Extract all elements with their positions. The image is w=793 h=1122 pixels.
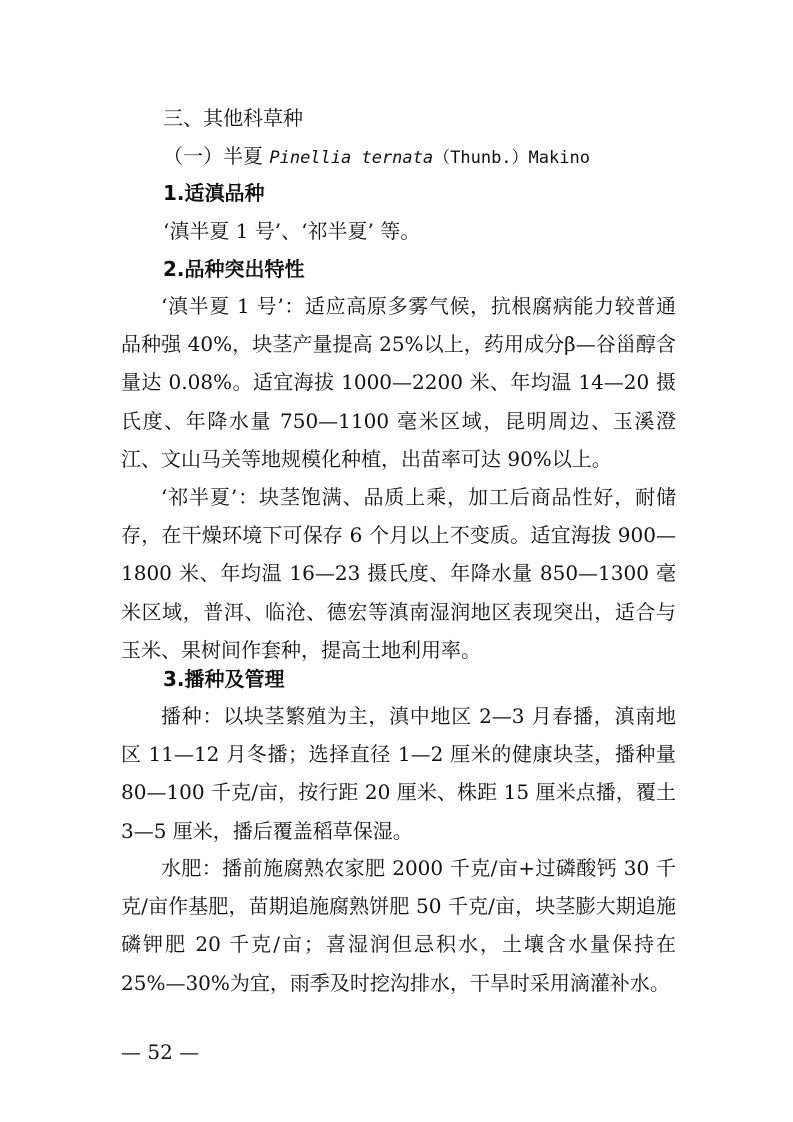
sowing-paragraph: 播种：以块茎繁殖为主，滇中地区 2—3 月春播，滇南地区 11—12 月冬播；选择直径 1—2 厘米的健康块茎，播种量 80—100 千克/亩，按行距 20 厘米、株距 15 厘米点播，覆土 3—5 厘米，播后覆盖稻草保湿。 [121,704,676,843]
section-title: 三、其他科草种 [163,106,303,130]
water-fertilizer-paragraph: 水肥：播前施腐熟农家肥 2000 千克/亩+过磷酸钙 30 千克/亩作基肥，苗期追施腐熟饼肥 50 千克/亩，块茎膨大期追施磷钾肥 20 千克/亩；喜湿润但忌积水，土壤含水量保持在 25%—30%为宜，雨季及时挖沟排水，干旱时采用滴灌补水。 [121,856,676,995]
species-heading [163,144,590,170]
suitable-varieties-text: ‘滇半夏 1 号’、‘祁半夏’ 等。 [163,219,421,243]
page-number: — 52 — [121,1040,200,1064]
species-latin-name: Pinellia ternata [269,148,434,168]
variety-dian-banxia-paragraph: ‘滇半夏 1 号’：适应高原多雾气候，抗根腐病能力较普通品种强 40%，块茎产量提高 25%以上，药用成分β—谷甾醇含量达 0.08%。适宜海拔 1000—2200 米、年均温 14—20 摄氏度、年降水量 750—1100 毫米区域，昆明周边、玉溪澄江、文山马关等地规模化种植，出苗率可达 90%以上。 [121,294,676,471]
subheading-suitable-varieties: 1.适滇品种 [163,181,265,205]
subheading-variety-traits: 2.品种突出特性 [163,257,305,281]
subheading-sowing-management: 3.播种及管理 [163,667,285,691]
species-authority: （Thunb.）Makino [433,148,590,168]
variety-qi-banxia-paragraph: ‘祁半夏’：块茎饱满、品质上乘，加工后商品性好，耐储存，在干燥环境下可保存 6 个月以上不变质。适宜海拔 900—1800 米、年均温 16—23 摄氏度、年降水量 850—1300 毫米区域，普洱、临沧、德宏等滇南湿润地区表现突出，适合与玉米、果树间作套种，提高土地利用率。 [121,485,676,662]
species-prefix: （一）半夏 [163,144,270,168]
